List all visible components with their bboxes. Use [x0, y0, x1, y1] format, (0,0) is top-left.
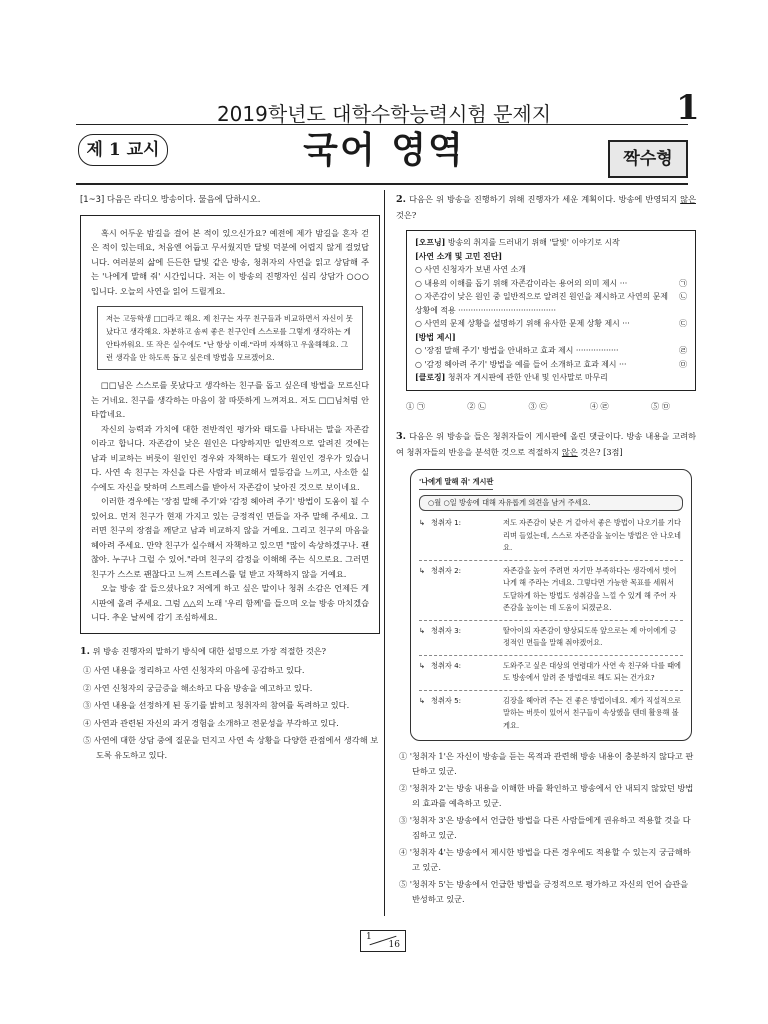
listener-story-box: 저는 고등학생 □□라고 해요. 제 친구는 자꾸 친구들과 비교하면서 자신이 못났다고 생각해요. 차분하고 솜씨 좋은 친구인데 스스로를 그렇게 생각하는 게 안타까워요. 또 작은 실수에도 "난 항상 이래."라며 자책하고 우울해해요. 그런 생각을 안 하도록 돕고 싶은데 방법을 모르겠어요. [97, 306, 363, 370]
answer-choice[interactable]: ① 사연 내용을 정리하고 사연 신청자의 마음에 공감하고 있다. [83, 665, 305, 675]
answer-choice[interactable]: ⑤ '청취자 5'는 방송에서 언급한 방법을 긍정적으로 평가하고 자신의 언어 습관을 반성하고 있군. [399, 879, 689, 904]
plan-item [415, 290, 687, 317]
plan-section-label: [방법 제시] [415, 332, 456, 342]
board-comment [419, 655, 683, 685]
page-number-badge: 1 [676, 88, 700, 128]
period-label: 제 1 교시 [78, 134, 168, 166]
passage-paragraph: 혹시 어두운 밤길을 걸어 본 적이 있으신가요? 예전에 제가 밤길을 혼자 걷은 적이 있는데요, 처음엔 어둡고 무서웠지만 달빛 덕분에 어렵지 않게 걸었답니다. 여러분의 삶에 든든한 달빛 같은 방송, 청취자의 사연을 읽고 상담해 주는 '나에게 말해 줘' 시간입니다. 저는 이 방송의 진행자인 심리 상담가 ○○○입니다. 오늘의 사연을 읽어 드릴게요. [91, 227, 369, 296]
answer-choice[interactable]: ④ ㉣ [589, 400, 609, 411]
board-comment [419, 690, 683, 733]
answer-choice[interactable]: ① ㉠ [406, 400, 425, 411]
subject-title: 국어 영역 [303, 130, 465, 171]
exam-title: 2019학년도 대학수학능력시험 문제지 [216, 102, 552, 126]
plan-section-label: [사연 소개 및 고민 진단] [415, 251, 503, 261]
reply-arrow-icon: ↳ [419, 518, 426, 527]
passage-paragraph: 자신의 능력과 가치에 대한 전반적인 평가와 태도를 나타내는 말을 자존감이라고 합니다. 자존감이 낮은 원인은 다양하지만 일반적으로 알려진 것에는 남과 비교하는 버릇이 원인인 경우와 자책하는 태도가 원인인 경우가 있습니다. 사연 속 친구는 자신을 다른 사람과 비교해서 열등감을 느끼고, 사소한 실수에도 자신을 탓하며 스트레스를 받아서 자존감이 낮아진 것으로 보이네요. [91, 423, 369, 492]
plan-item [415, 317, 687, 331]
comment-text: 자존감을 높여 주려면 자기만 부족하다는 생각에서 벗어나게 해 주라는 거네요. 그렇다면 가능한 목표를 세워서 도달하게 하는 방법도 성취감을 느낄 수 있게 해 주어 자존감을 높이는 데 도움이 되겠군요. [503, 565, 677, 612]
board-title: '나에게 말해 줘' 게시판 [419, 476, 493, 490]
plan-mark: ㉢ [679, 319, 687, 328]
comment-text: 저도 자존감이 낮은 거 같아서 좋은 방법이 나오기를 기다리며 들었는데, 스스로 자존감을 높이는 방법은 안 나오네요. [503, 518, 681, 552]
commenter-name: 청취자 5: [431, 695, 462, 705]
column-divider [384, 190, 385, 916]
comment-text: 김장을 헤아려 주는 건 좋은 방법이네요. 제가 직설적으로 말하는 버릇이 있어서 친구들이 속상했을 텐데 활용해 볼게요. [503, 695, 681, 730]
plan-section-label: [클로징] [415, 373, 446, 382]
answer-choice[interactable]: ⑤ ㉤ [651, 400, 670, 411]
board-prompt: ○월 ○일 방송에 대해 자유롭게 의견을 남겨 주세요. [419, 495, 683, 512]
page-footer [360, 930, 406, 952]
plan-item [415, 358, 687, 372]
passage-paragraph: □□님은 스스로를 못났다고 생각하는 친구를 돕고 싶은데 방법을 모르신다는 거네요. 친구를 생각하는 마음이 참 따뜻하게 느껴져요. 저도 □□님처럼 안타깝네요. [91, 380, 369, 419]
question-text: 위 방송 진행자의 말하기 방식에 대한 설명으로 가장 적절한 것은? [92, 645, 327, 656]
plan-opening [415, 236, 687, 250]
plan-text: 방송의 취지를 드러내기 위해 '달빛' 이야기로 시작 [447, 238, 620, 247]
commenter-name: 청취자 4: [431, 660, 462, 670]
reply-arrow-icon: ↳ [419, 565, 426, 575]
plan-mark: ㉠ [679, 278, 687, 288]
question-text: 것은? [396, 209, 417, 220]
plan-item [415, 263, 687, 277]
question-2-choices [396, 391, 696, 414]
answer-choice[interactable]: ⑤ 사연에 대한 상담 중에 질문을 던지고 사연 속 상황을 다양한 관점에서 생각해 보도록 유도하고 있다. [83, 735, 379, 760]
board-comment [419, 517, 683, 555]
answer-choice[interactable]: ③ 사연 내용을 선정하게 된 동기를 밝히고 청취자의 참여를 독려하고 있다. [83, 700, 350, 710]
question-text: 다음은 위 방송을 진행하기 위해 진행자가 세운 계획이다. 방송에 반영되지 [409, 194, 681, 204]
plan-mark: ㉡ [679, 292, 687, 301]
passage-paragraph: 이러한 경우에는 '장점 말해 주기'와 '감정 헤아려 주기' 방법이 도움이 될 수 있어요. 먼저 친구가 현재 가지고 있는 긍정적인 면들을 자주 말해 주세요. 그러면 친구의 장점을 깨닫고 남과 비교하지 않을 거예요. 그리고 친구의 마음을 헤아려 주세요. 만약 친구가 실수해서 자책하고 있으면 "많이 속상하겠구나. 괜찮아. 누구나 그럴 수 있어."라며 친구의 감정을 이해해 주는 식으로요. 그러면 친구가 스스로 괜찮다고 느껴 스트레스를 덜 받고 자책하지 않을 거예요. [91, 496, 369, 579]
commenter-name: 청취자 2: [431, 565, 462, 575]
plan-text: ○ 내용의 이해를 돕기 위해 자존감이라는 용어의 의미 제시 ··· [415, 278, 628, 288]
right-column [396, 192, 696, 906]
radio-passage-box [80, 215, 380, 634]
left-column [80, 192, 380, 762]
plan-item [415, 344, 687, 358]
plan-text: ○ '장점 말해 주기' 방법을 안내하고 효과 제시 ················· [415, 346, 619, 355]
question-1-choices [80, 663, 380, 762]
reply-arrow-icon: ↳ [419, 695, 426, 705]
plan-section-label: [오프닝] [415, 238, 446, 247]
answer-choice[interactable]: ④ 사연과 관련된 자신의 과거 경험을 소개하고 전문성을 부각하고 있다. [83, 717, 339, 728]
question-number: 2. [396, 194, 407, 205]
board-comment [419, 560, 683, 615]
form-type-badge: 짝수형 [608, 140, 688, 178]
answer-choice[interactable]: ② 사연 신청자의 궁금증을 해소하고 다음 방송을 예고하고 있다. [83, 682, 313, 693]
board-comment [419, 620, 683, 650]
reply-arrow-icon: ↳ [419, 625, 426, 635]
answer-choice[interactable]: ④ '청취자 4'는 방송에서 제시한 방법을 다른 경우에도 적용할 수 있는지 궁금해하고 있군. [399, 847, 691, 872]
commenter-name: 청취자 3: [431, 625, 462, 635]
answer-choice[interactable]: ③ '청취자 3'은 방송에서 언급한 방법을 다른 사람들에게 권유하고 적용할 것을 다짐하고 있군. [399, 815, 691, 840]
listener-board [410, 469, 692, 741]
plan-mark: ㉤ [679, 359, 687, 369]
question-1-stem [80, 644, 380, 660]
plan-text: 청취자 게시판에 관한 안내 및 인사말로 마무리 [447, 373, 608, 382]
question-number: 1. [80, 645, 91, 657]
plan-text: ○ 자존감이 낮은 원인 중 일반적으로 알려진 원인을 제시하고 사연의 문제 상황에 적용 ······································· [415, 292, 669, 315]
comment-text: 딸아이의 자존감이 향상되도록 앞으로는 제 아이에게 긍정적인 면들을 말해 줘야겠어요. [503, 625, 677, 647]
comment-text: 도와주고 싶은 대상의 연령대가 사연 속 친구와 다를 때에도 방송에서 알려 준 방법대로 해도 되는 건가요? [503, 660, 681, 682]
plan-closing [415, 371, 687, 385]
broadcast-plan-box [406, 230, 696, 391]
question-text: 다음은 위 방송을 들은 청취자들이 게시판에 올린 댓글이다. 방송 내용을 고려하여 청취자들의 반응을 분석한 것으로 적절하지 [396, 431, 696, 457]
total-pages: 16 [388, 940, 400, 950]
plan-text: ○ '감정 헤아려 주기' 방법을 예를 들어 소개하고 효과 제시 ··· [415, 359, 627, 369]
group-heading: [1~3] 다음은 라디오 방송이다. 물음에 답하시오. [80, 194, 261, 204]
answer-choice[interactable]: ② '청취자 2'는 방송 내용을 이해한 바를 확인하고 방송에서 안 내되지 않았던 방법의 효과를 예측하고 있군. [399, 783, 694, 808]
answer-choice[interactable]: ② ㉡ [467, 400, 487, 411]
commenter-name: 청취자 1: [431, 518, 462, 527]
header-rule [76, 183, 688, 185]
reply-arrow-icon: ↳ [419, 660, 426, 670]
question-number: 3. [396, 431, 407, 442]
plan-text: ○ 사연 신청자가 보낸 사연 소개 [415, 265, 526, 274]
plan-text: ○ 사연의 문제 상황을 설명하기 위해 유사한 문제 상황 제시 ··· [415, 319, 630, 328]
question-3-stem [396, 429, 696, 459]
question-emphasis: 않은 [561, 446, 578, 457]
question-2-stem [396, 192, 696, 222]
passage-paragraph: 오늘 방송 잘 들으셨나요? 저에게 하고 싶은 말이나 청취 소감은 언제든 게시판에 올려 주세요. 그럼 △△의 노래 '우리 함께'를 들으며 오늘 방송 마치겠습니다. 추운 날씨에 감기 조심하세요. [91, 583, 369, 622]
plan-mark: ㉣ [679, 346, 687, 355]
plan-item [415, 277, 687, 291]
question-emphasis: 않은 [680, 194, 696, 204]
answer-choice[interactable]: ① '청취자 1'은 자신이 방송을 듣는 목적과 관련해 방송 내용이 충분하지 않다고 판단하고 있군. [399, 751, 694, 776]
current-page: 1 [366, 932, 372, 942]
question-text: 것은? [3점] [577, 446, 623, 457]
answer-choice[interactable]: ③ ㉢ [528, 400, 548, 411]
question-3-choices [396, 749, 696, 906]
